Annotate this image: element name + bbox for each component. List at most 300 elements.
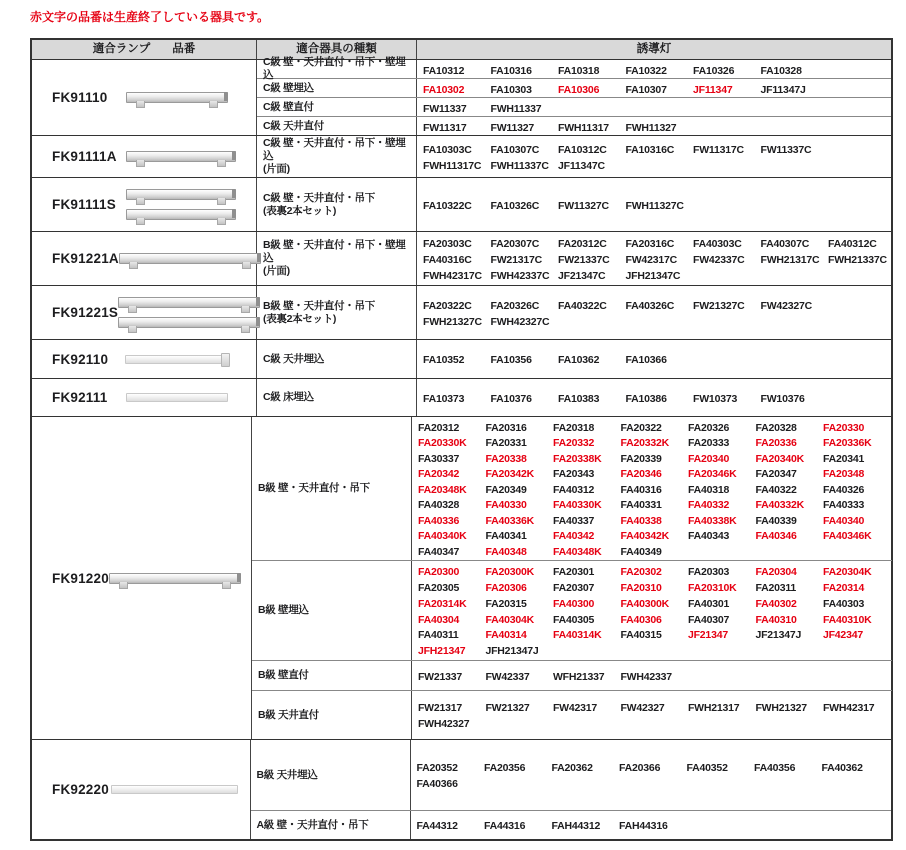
lamp-cell bbox=[32, 417, 252, 739]
part-number: FA10386 bbox=[625, 392, 667, 405]
table-row bbox=[32, 379, 891, 417]
part-number-discontinued: FA20346 bbox=[620, 468, 662, 481]
part-number: FA10322C bbox=[423, 199, 472, 212]
lamp-cell bbox=[32, 340, 257, 378]
code-line bbox=[418, 434, 891, 449]
fixture-type-text: C級 壁・天井直付・吊下・壁埋込 bbox=[263, 56, 406, 81]
part-number: FW42337 bbox=[485, 670, 530, 683]
model-number: FK92220 bbox=[52, 782, 109, 797]
fixture-type-text: B級 壁・天井直付・吊下 bbox=[257, 482, 370, 494]
part-number: FA40331 bbox=[620, 499, 662, 512]
part-number: FWH11327C bbox=[625, 199, 684, 212]
fixture-subrow bbox=[257, 232, 898, 285]
fixture-type-text: B級 壁直付 bbox=[257, 669, 309, 681]
compatible-lamp-table bbox=[30, 38, 893, 841]
part-number-discontinued: FA20338 bbox=[485, 452, 527, 465]
part-number: FWH21327 bbox=[755, 702, 807, 714]
part-number: FA40366 bbox=[416, 778, 458, 790]
part-number: FA40307C bbox=[760, 237, 810, 250]
fixture-subrow bbox=[257, 286, 891, 339]
code-line bbox=[423, 197, 889, 213]
fixture-type-cell bbox=[252, 691, 412, 739]
code-line bbox=[418, 512, 891, 527]
guide-light-codes-cell bbox=[412, 561, 893, 660]
code-line bbox=[418, 595, 891, 611]
fixture-type-text: B級 壁・天井直付・吊下 bbox=[263, 299, 375, 312]
header-lamp-label: 適合ランプ bbox=[92, 43, 151, 55]
part-number-discontinued: FA40332 bbox=[687, 499, 730, 512]
part-number: JF11347C bbox=[558, 159, 605, 172]
part-number: FAH44312 bbox=[551, 820, 601, 832]
guide-light-codes-cell bbox=[417, 60, 891, 78]
lamp-image bbox=[109, 573, 251, 584]
part-number: FWH42317C bbox=[423, 269, 482, 282]
guide-light-codes-cell bbox=[417, 79, 891, 97]
part-number: FA40337 bbox=[552, 514, 595, 527]
part-number: FA40312C bbox=[828, 237, 877, 250]
lamp-fixture-image bbox=[126, 189, 236, 200]
code-line bbox=[418, 642, 891, 658]
part-number-discontinued: FA20304K bbox=[822, 566, 872, 579]
part-number: FA40312 bbox=[552, 483, 595, 496]
part-number-discontinued: FA10306 bbox=[558, 84, 600, 95]
part-number-discontinued: FA20348 bbox=[822, 468, 865, 481]
part-number-discontinued: FA20302 bbox=[620, 566, 662, 579]
part-number: FA20303 bbox=[687, 566, 730, 579]
part-number: FA10316 bbox=[490, 65, 532, 76]
guide-light-codes-cell bbox=[417, 117, 891, 135]
part-number: FA40333 bbox=[822, 499, 865, 512]
part-number: FA10303C bbox=[423, 143, 472, 156]
part-number-discontinued: FA40332K bbox=[755, 499, 805, 512]
lamp-image bbox=[107, 393, 256, 402]
fixture-type-cell bbox=[257, 178, 417, 231]
part-number-discontinued: FA20342 bbox=[417, 468, 460, 481]
code-line bbox=[418, 496, 891, 511]
fixture-subrow bbox=[257, 117, 891, 135]
part-number: FA40301 bbox=[687, 597, 730, 610]
part-number: FA10326C bbox=[490, 199, 540, 212]
part-number-discontinued: FA20314 bbox=[822, 581, 865, 594]
part-number: FA10352 bbox=[423, 354, 465, 366]
part-number: FA40341 bbox=[485, 530, 527, 543]
part-number-discontinued: FA20300K bbox=[485, 566, 535, 579]
part-number: FW42327 bbox=[620, 702, 665, 714]
part-number-discontinued: FA40338K bbox=[687, 514, 737, 527]
part-number: FA40356 bbox=[754, 762, 796, 774]
part-number: FA20326C bbox=[490, 299, 540, 312]
fixture-type-cell bbox=[257, 117, 417, 135]
part-number-discontinued: FA20304 bbox=[755, 566, 797, 579]
code-line bbox=[418, 419, 891, 434]
part-number: FWH42337C bbox=[490, 269, 550, 282]
lamp-cell bbox=[32, 178, 257, 231]
part-number-discontinued: FA20342K bbox=[485, 468, 535, 481]
table-row bbox=[32, 232, 891, 286]
lamp-image bbox=[117, 151, 256, 162]
part-number: FW21317 bbox=[417, 702, 463, 714]
part-number: FA40322C bbox=[558, 299, 607, 312]
fixture-type-text: C級 天井埋込 bbox=[263, 352, 324, 365]
lamp-image bbox=[107, 92, 256, 103]
part-number: FA40316C bbox=[423, 253, 472, 266]
fixture-foot bbox=[241, 326, 250, 333]
fixture-type-cell bbox=[251, 811, 411, 839]
part-number: FW42317 bbox=[552, 702, 598, 714]
table-row bbox=[32, 286, 891, 340]
part-number: FW11327C bbox=[558, 199, 609, 212]
part-number: FWH42337 bbox=[620, 670, 672, 683]
part-number: JF11347J bbox=[760, 84, 806, 95]
fixture-end-cap bbox=[232, 151, 236, 160]
code-line bbox=[423, 251, 896, 267]
part-number: FW11327 bbox=[490, 122, 535, 133]
fixture-foot bbox=[128, 306, 137, 313]
model-number: FK91111S bbox=[52, 197, 116, 212]
part-number-discontinued: FA40302 bbox=[755, 597, 797, 610]
fixture-subrow bbox=[252, 561, 893, 661]
part-number-discontinued: FA40314 bbox=[485, 629, 527, 642]
fixture-type-cell bbox=[252, 417, 412, 560]
lamp-fixture-image bbox=[109, 573, 241, 584]
part-number-discontinued: JF21347 bbox=[687, 629, 728, 642]
part-number-discontinued: FA20314K bbox=[417, 597, 467, 610]
part-number: FA20339 bbox=[620, 452, 662, 465]
part-number-discontinued: FA40336 bbox=[417, 514, 460, 527]
subrow-group bbox=[257, 379, 891, 416]
fixture-type-text: B級 壁・天井直付・吊下・壁埋込 bbox=[263, 239, 406, 264]
part-number: WFH21337 bbox=[552, 670, 605, 683]
part-number: FA20307C bbox=[490, 237, 540, 250]
fixture-type-text: (片面) bbox=[263, 163, 290, 175]
fixture-foot bbox=[129, 262, 138, 269]
fixture-subrow bbox=[252, 691, 893, 739]
part-number: FA10307 bbox=[625, 84, 667, 95]
part-number: FWH11317C bbox=[423, 159, 482, 172]
part-number: FA40326 bbox=[822, 483, 865, 496]
guide-light-codes-cell bbox=[412, 417, 893, 560]
fixture-type-text: (表裏2本セット) bbox=[263, 204, 337, 217]
part-number-discontinued: FA40340 bbox=[822, 514, 865, 527]
part-number-discontinued: FA20330K bbox=[417, 437, 467, 450]
fixture-foot bbox=[136, 198, 145, 205]
part-number: FA20307 bbox=[552, 581, 595, 594]
part-number: FW42327C bbox=[760, 299, 813, 312]
part-number: FA10356 bbox=[490, 354, 532, 366]
part-number: FA10366 bbox=[625, 354, 667, 366]
code-line bbox=[418, 626, 891, 642]
lamp-image bbox=[119, 253, 271, 264]
fixture-type-cell bbox=[257, 56, 417, 81]
fixture-type-cell bbox=[257, 379, 417, 416]
part-number: FA20316 bbox=[485, 422, 527, 435]
lamp-cell bbox=[32, 136, 257, 177]
fixture-foot bbox=[136, 101, 145, 108]
fixture-foot bbox=[119, 582, 128, 589]
fixture-type-text: B級 壁埋込 bbox=[257, 604, 309, 616]
discontinued-note: 赤文字の品番は生産終了している器具です。 bbox=[30, 10, 270, 24]
code-line bbox=[423, 267, 896, 283]
part-number: FA40349 bbox=[620, 545, 662, 558]
lamp-fixture-image bbox=[126, 92, 228, 103]
fixture-end-cap bbox=[232, 189, 236, 198]
part-number: FA20349 bbox=[485, 483, 527, 496]
guide-light-codes-cell bbox=[417, 98, 891, 116]
fixture-subrow bbox=[257, 178, 891, 231]
code-line bbox=[418, 543, 891, 558]
table-header-row bbox=[32, 40, 891, 60]
fixture-type-text: C級 床埋込 bbox=[263, 391, 314, 403]
part-number-discontinued: JF42347 bbox=[822, 629, 863, 642]
fixture-foot bbox=[136, 218, 145, 225]
fixture-foot bbox=[209, 101, 218, 108]
fixture-end-cap bbox=[237, 573, 241, 582]
part-number: FW11317C bbox=[693, 143, 744, 156]
part-number: FA10373 bbox=[423, 392, 465, 405]
guide-light-codes-cell bbox=[417, 136, 891, 177]
table-row bbox=[32, 136, 891, 178]
part-number: FAH44316 bbox=[619, 820, 668, 832]
fixture-end-cap bbox=[256, 297, 260, 306]
fixture-foot bbox=[217, 160, 226, 167]
part-number-discontinued: FA40306 bbox=[620, 613, 662, 626]
guide-light-codes-cell bbox=[411, 740, 892, 810]
code-line bbox=[423, 297, 889, 313]
part-number: FA40315 bbox=[620, 629, 662, 642]
part-number: FA20312C bbox=[558, 237, 607, 250]
part-number: FW21337 bbox=[417, 670, 463, 683]
part-number: FA20343 bbox=[552, 468, 595, 481]
part-number: FA10307C bbox=[490, 143, 540, 156]
part-number-discontinued: JFH21347 bbox=[417, 645, 466, 658]
fixture-foot bbox=[222, 582, 231, 589]
lamp-cell bbox=[32, 232, 257, 285]
lamp-image bbox=[118, 297, 270, 328]
table-row bbox=[32, 417, 891, 740]
part-number: FA40343 bbox=[687, 530, 730, 543]
part-number: FA20322C bbox=[423, 299, 472, 312]
part-number-discontinued: FA20340 bbox=[687, 452, 730, 465]
fixture-subrow bbox=[252, 661, 893, 691]
part-number-discontinued: FA40330K bbox=[552, 499, 602, 512]
part-number: FW42317C bbox=[625, 253, 678, 266]
guide-light-codes-cell bbox=[417, 379, 891, 416]
fixture-foot bbox=[136, 160, 145, 167]
subrow-group bbox=[257, 232, 898, 285]
part-number-discontinued: FA20332 bbox=[552, 437, 595, 450]
code-line bbox=[418, 481, 891, 496]
part-number-discontinued: FA40300 bbox=[552, 597, 595, 610]
part-number: FWH11327 bbox=[625, 122, 677, 133]
fixture-type-cell bbox=[257, 98, 417, 116]
part-number: FA20356 bbox=[484, 762, 526, 774]
guide-light-codes-cell bbox=[417, 286, 891, 339]
part-number-discontinued: FA40330 bbox=[485, 499, 527, 512]
part-number-discontinued: FA40300K bbox=[620, 597, 670, 610]
part-number: FA20333 bbox=[687, 437, 730, 450]
part-number: FWH21317 bbox=[687, 702, 740, 714]
part-number: FA30337 bbox=[417, 452, 460, 465]
part-number-discontinued: FA40348K bbox=[552, 545, 602, 558]
part-number: FWH42327C bbox=[490, 315, 550, 328]
part-number: FA20341 bbox=[822, 452, 865, 465]
part-number: FW21317C bbox=[490, 253, 543, 266]
lamp-fixture-image bbox=[118, 317, 260, 328]
fixture-type-cell bbox=[257, 136, 417, 177]
lamp-cell bbox=[32, 379, 257, 416]
part-number: FA20301 bbox=[552, 566, 595, 579]
part-number-discontinued: FA40342K bbox=[620, 530, 670, 543]
fixture-type-text: C級 天井直付 bbox=[263, 119, 324, 132]
fixture-subrow bbox=[257, 136, 891, 177]
part-number: FW21337C bbox=[558, 253, 610, 266]
part-number: FA40303C bbox=[693, 237, 742, 250]
header-part-number-label: 品番 bbox=[172, 43, 196, 55]
guide-light-codes-cell bbox=[417, 232, 898, 285]
code-line bbox=[423, 390, 889, 406]
part-number: FWH42327 bbox=[417, 718, 470, 730]
part-number: FWH11337C bbox=[490, 159, 549, 172]
guide-light-codes-cell bbox=[417, 340, 891, 378]
part-number-discontinued: FA40314K bbox=[552, 629, 602, 642]
part-number: FA10383 bbox=[558, 392, 600, 405]
part-number: FW11317 bbox=[423, 122, 467, 133]
guide-light-codes-cell bbox=[412, 691, 893, 739]
part-number: FW21327 bbox=[485, 702, 530, 714]
part-number: FW10376 bbox=[760, 392, 805, 405]
lamp-image bbox=[108, 355, 256, 364]
lamp-image bbox=[109, 785, 250, 794]
part-number: FA20366 bbox=[619, 762, 661, 774]
lamp-cell bbox=[32, 740, 251, 839]
subrow-group bbox=[251, 740, 892, 839]
code-line bbox=[417, 775, 890, 791]
table-row bbox=[32, 178, 891, 232]
part-number-discontinued: FA20348K bbox=[417, 483, 467, 496]
lamp-cell bbox=[32, 286, 257, 339]
part-number: FA20303C bbox=[423, 237, 472, 250]
subrow-group bbox=[257, 286, 891, 339]
part-number: FA40318 bbox=[687, 483, 730, 496]
part-number-discontinued: FA20306 bbox=[485, 581, 527, 594]
part-number: FA10316C bbox=[625, 143, 675, 156]
part-number: FWH21317C bbox=[760, 253, 820, 266]
table-row bbox=[32, 56, 891, 136]
fixture-foot bbox=[217, 218, 226, 225]
code-line bbox=[423, 119, 889, 133]
fixture-type-cell bbox=[257, 340, 417, 378]
code-line bbox=[423, 235, 896, 251]
part-number-discontinued: FA20346K bbox=[687, 468, 737, 481]
part-number: FA20318 bbox=[552, 422, 595, 435]
part-number: FA40303 bbox=[822, 597, 865, 610]
fixture-end-cap bbox=[256, 317, 260, 326]
fixture-subrow bbox=[257, 79, 891, 98]
code-line bbox=[418, 579, 891, 595]
part-number: FA20331 bbox=[485, 437, 527, 450]
fixture-type-cell bbox=[251, 740, 411, 810]
part-number: FA40307 bbox=[687, 613, 730, 626]
fixture-type-cell bbox=[257, 286, 417, 339]
part-number: FWH21327C bbox=[423, 315, 482, 328]
fixture-type-text: C級 壁・天井直付・吊下・壁埋込 bbox=[263, 137, 406, 162]
code-line bbox=[417, 817, 890, 833]
fixture-foot bbox=[241, 306, 250, 313]
part-number-discontinued: FA20330 bbox=[822, 422, 865, 435]
lamp-cell bbox=[32, 60, 257, 135]
lamp-image bbox=[116, 189, 256, 220]
part-number: FW21327C bbox=[693, 299, 745, 312]
fixture-type-text: C級 壁直付 bbox=[263, 100, 314, 113]
part-number: FA40339 bbox=[755, 514, 797, 527]
code-line bbox=[423, 313, 889, 329]
part-number: FA10312C bbox=[558, 143, 607, 156]
fixture-end-cap bbox=[257, 253, 261, 262]
part-number: FA20322 bbox=[620, 422, 662, 435]
part-number-discontinued: FA40336K bbox=[485, 514, 535, 527]
fixture-type-cell bbox=[252, 661, 412, 690]
part-number-discontinued: FA20340K bbox=[755, 452, 805, 465]
part-number: FWH21337C bbox=[828, 253, 887, 266]
fixture-subrow bbox=[257, 98, 891, 117]
subrow-group bbox=[257, 178, 891, 231]
code-line bbox=[423, 157, 889, 173]
part-number-discontinued: FA40310K bbox=[822, 613, 872, 626]
part-number: FA20362 bbox=[551, 762, 593, 774]
fixture-foot bbox=[217, 198, 226, 205]
part-number: JF21347C bbox=[558, 269, 606, 282]
fixture-end-cap bbox=[232, 209, 236, 218]
part-number: FA10303 bbox=[490, 84, 532, 95]
part-number: FA10322 bbox=[625, 65, 667, 76]
part-number: FWH11337 bbox=[490, 103, 542, 114]
part-number-discontinued: FA20336 bbox=[755, 437, 797, 450]
part-number: JFH21347C bbox=[625, 269, 681, 282]
tube-end-cap bbox=[221, 353, 230, 367]
fixture-subrow bbox=[257, 340, 891, 378]
part-number-discontinued: FA20336K bbox=[822, 437, 872, 450]
part-number-discontinued: FA40340K bbox=[417, 530, 467, 543]
part-number-discontinued: FA40346K bbox=[822, 530, 872, 543]
code-line bbox=[417, 759, 890, 775]
part-number-discontinued: FA20332K bbox=[620, 437, 670, 450]
fixture-foot bbox=[128, 326, 137, 333]
subrow-group bbox=[257, 136, 891, 177]
fixture-type-text: A級 壁・天井直付・吊下 bbox=[256, 818, 369, 831]
part-number: FA10376 bbox=[490, 392, 532, 405]
fixture-type-cell bbox=[257, 232, 417, 285]
lamp-fixture-image bbox=[118, 297, 260, 308]
part-number: FA40362 bbox=[821, 762, 863, 774]
code-line bbox=[423, 141, 889, 157]
code-line bbox=[418, 465, 891, 480]
model-number: FK92111 bbox=[52, 390, 108, 405]
part-number: FA10312 bbox=[423, 65, 465, 76]
model-number: FK91111A bbox=[52, 149, 117, 164]
part-number: FA20315 bbox=[485, 597, 527, 610]
part-number-discontinued: JF11347 bbox=[693, 84, 733, 95]
model-number: FK91220 bbox=[52, 570, 109, 586]
code-line bbox=[418, 668, 891, 684]
guide-light-codes-cell bbox=[412, 661, 893, 690]
part-number-discontinued: FA10302 bbox=[423, 84, 465, 95]
part-number: FA40328 bbox=[417, 499, 460, 512]
code-line bbox=[418, 715, 891, 731]
part-number: FA20326 bbox=[687, 422, 730, 435]
guide-light-codes-cell bbox=[417, 178, 891, 231]
code-line bbox=[423, 351, 889, 367]
part-number: FA20347 bbox=[755, 468, 797, 481]
